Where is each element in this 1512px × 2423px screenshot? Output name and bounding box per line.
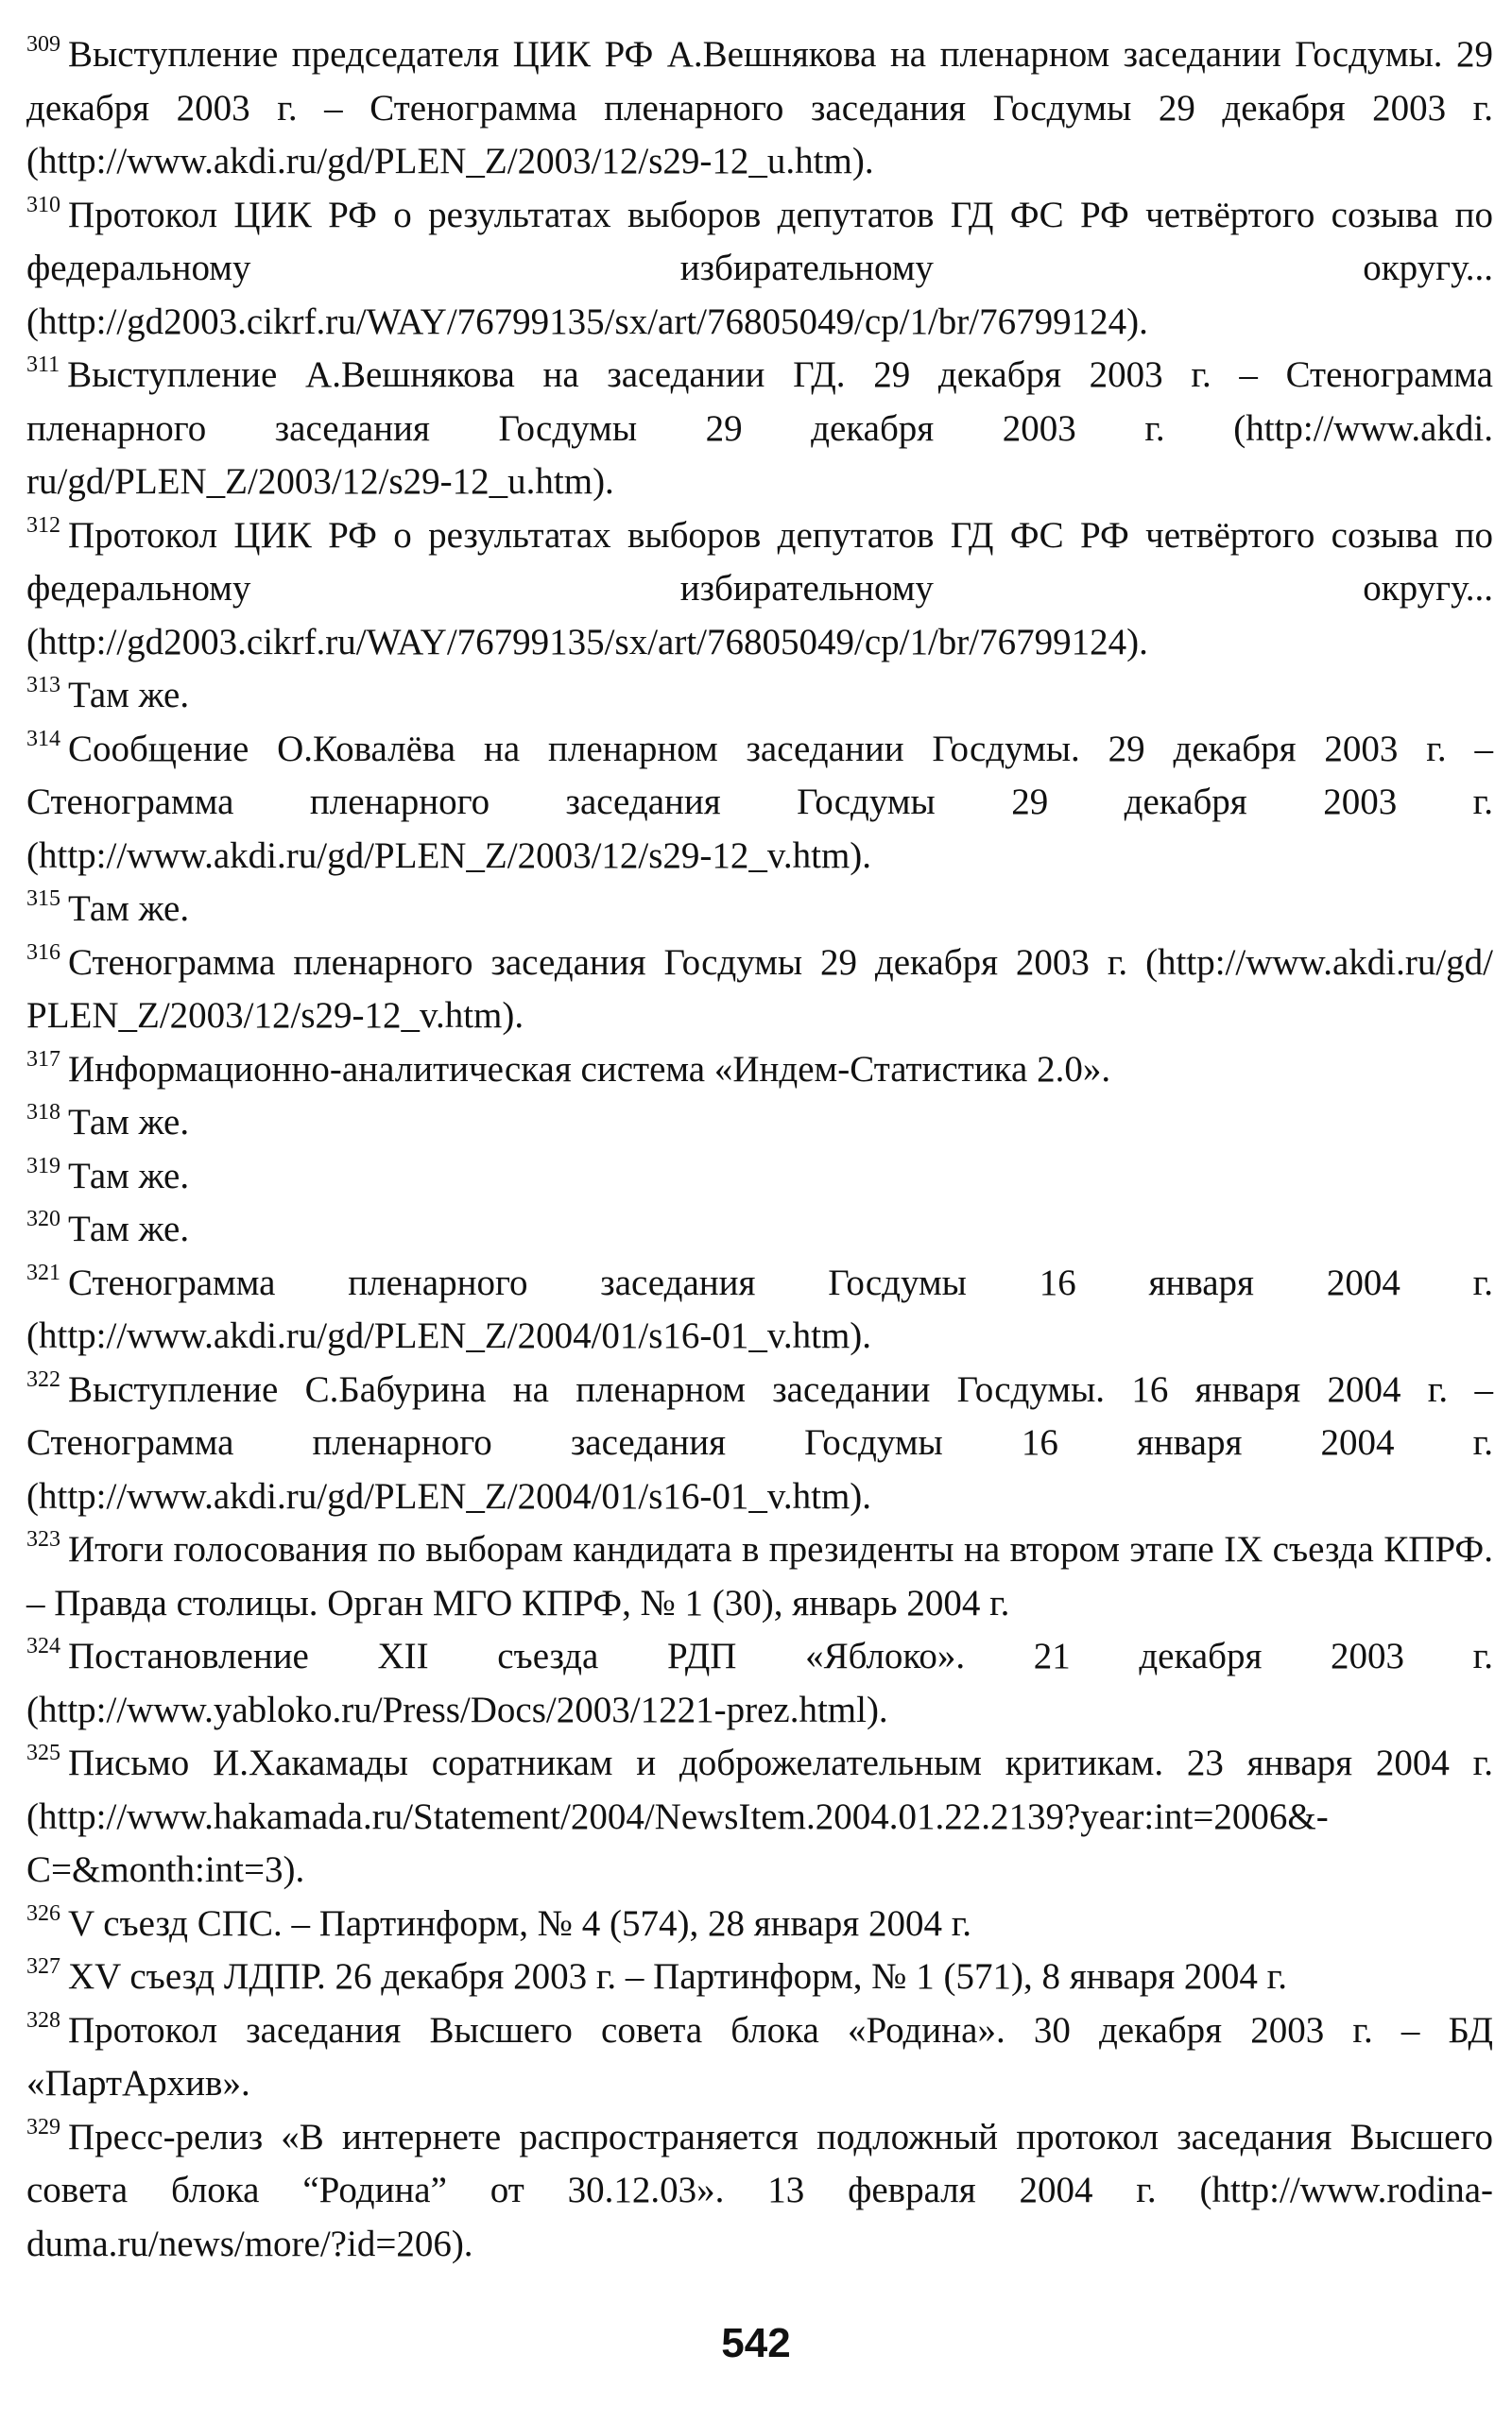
footnote-text: Там же. (68, 888, 190, 929)
footnote-number: 327 (26, 1954, 60, 1979)
footnote-number: 318 (26, 1100, 60, 1125)
footnote-321 (26, 1257, 1493, 1364)
footnote-text: Там же. (68, 1209, 190, 1249)
footnote-311 (26, 349, 1493, 509)
footnote-320 (26, 1203, 1493, 1257)
footnote-309 (26, 28, 1493, 189)
footnote-number: 309 (26, 32, 60, 57)
footnote-313 (26, 669, 1493, 723)
footnote-318 (26, 1096, 1493, 1150)
footnote-number: 319 (26, 1153, 60, 1178)
footnote-text: Стенограмма пленарного заседания Госдумы 16 января 2004 г. (http://www.akdi.ru/gd/PLEN_Z/2004/01/s16-01_v.htm). (26, 1262, 1493, 1356)
footnote-text: Выступление председателя ЦИК РФ А.Вешнякова на пленарном заседании Госдумы. 29 декабря 2003 г. – Стенограмма пленарного заседания Госдумы 29 декабря 2003 г. (http://www.akdi.ru/gd/PLEN_Z/2003/12/s29-12_u.htm). (26, 34, 1493, 181)
footnote-text: Стенограмма пленарного заседания Госдумы 29 декабря 2003 г. (http://www.akdi.ru/gd/ PLEN_Z/2003/12/s29-12_v.htm). (26, 941, 1493, 1036)
footnote-number: 321 (26, 1260, 60, 1285)
footnote-text: Выступление А.Вешнякова на заседании ГД. 29 декабря 2003 г. – Стенограмма пленарного заседания Госдумы 29 декабря 2003 г. (http://www.akdi. ru/gd/PLEN_Z/2003/12/s29-12_u.htm). (26, 354, 1493, 502)
footnote-325 (26, 1737, 1493, 1898)
footnote-number: 329 (26, 2114, 60, 2139)
footnote-314 (26, 723, 1493, 884)
footnote-310 (26, 189, 1493, 350)
footnote-number: 320 (26, 1207, 60, 1231)
footnote-text: Протокол ЦИК РФ о результатах выборов депутатов ГД ФС РФ четвёртого созыва по федеральному избирательному округу... (http://gd2003.cikrf.ru/WAY/76799135/sx/art/76805049/cp/1/br/76799124). (26, 514, 1493, 662)
footnote-text: XV съезд ЛДПР. 26 декабря 2003 г. – Партинформ, № 1 (571), 8 января 2004 г. (68, 1956, 1288, 1997)
footnote-text: Протокол ЦИК РФ о результатах выборов депутатов ГД ФС РФ четвёртого созыва по федеральному избирательному округу... (http://gd2003.cikrf.ru/WAY/76799135/sx/art/76805049/cp/1/br/76799124). (26, 194, 1493, 342)
footnote-text: Пресс-релиз «В интернете распространяется подложный протокол заседания Высшего совета блока “Родина” от 30.12.03». 13 февраля 2004 г. (http://www.rodina-duma.ru/news/more/?id=206). (26, 2116, 1493, 2264)
footnote-number: 317 (26, 1046, 60, 1072)
footnote-number: 316 (26, 939, 60, 965)
footnote-text: Выступление С.Бабурина на пленарном заседании Госдумы. 16 января 2004 г. – Стенограмма пленарного заседания Госдумы 16 января 2004 г. (http://www.akdi.ru/gd/PLEN_Z/2004/01/s16-01_v.htm). (26, 1368, 1493, 1517)
footnote-text: V съезд СПС. – Партинформ, № 4 (574), 28 января 2004 г. (68, 1902, 972, 1944)
footnote-number: 311 (26, 352, 60, 377)
footnote-315 (26, 883, 1493, 937)
footnote-number: 324 (26, 1634, 60, 1658)
footnote-319 (26, 1150, 1493, 1204)
footnote-329 (26, 2111, 1493, 2272)
footnote-328 (26, 2004, 1493, 2111)
footnote-text: Там же. (68, 1102, 190, 1143)
footnote-327 (26, 1950, 1493, 2004)
footnote-number: 315 (26, 886, 60, 911)
footnote-number: 323 (26, 1527, 60, 1552)
footnote-text: Информационно-аналитическая система «Индем-Статистика 2.0». (68, 1048, 1111, 1090)
footnote-text: Постановление XII съезда РДП «Яблоко». 21 декабря 2003 г. (http://www.yabloko.ru/Press/Docs/2003/1221-prez.html). (26, 1636, 1493, 1730)
footnote-text: Там же. (68, 675, 190, 715)
footnote-316 (26, 937, 1493, 1043)
footnote-322 (26, 1364, 1493, 1524)
footnote-number: 326 (26, 1900, 60, 1926)
footnote-317 (26, 1043, 1493, 1097)
footnote-323 (26, 1523, 1493, 1630)
footnote-text: Сообщение О.Ковалёва на пленарном заседании Госдумы. 29 декабря 2003 г. – Стенограмма пленарного заседания Госдумы 29 декабря 2003 г. (http://www.akdi.ru/gd/PLEN_Z/2003/12/s29-12_v.htm). (26, 728, 1493, 876)
footnote-number: 313 (26, 673, 60, 697)
footnote-text: Там же. (68, 1155, 190, 1196)
page-number: 542 (721, 2320, 791, 2366)
footnote-312 (26, 509, 1493, 670)
footnote-text: Протокол заседания Высшего совета блока «Родина». 30 декабря 2003 г. – БД «ПартАрхив». (26, 2009, 1493, 2104)
footnote-324 (26, 1630, 1493, 1737)
footnote-number: 310 (26, 192, 60, 217)
footnotes-list (26, 28, 1493, 2271)
footnote-number: 314 (26, 726, 60, 751)
footnote-326 (26, 1898, 1493, 1951)
footnote-number: 325 (26, 1741, 60, 1765)
footnote-text: Письмо И.Хакамады соратникам и доброжелательным критикам. 23 января 2004 г. (http://www.hakamada.ru/Statement/2004/NewsItem.2004.01.22.2139?year:int=2006&-C=&month:int=3). (26, 1743, 1493, 1890)
footnote-number: 328 (26, 2007, 60, 2033)
footnote-text: Итоги голосования по выборам кандидата в президенты на втором этапе IX съезда КПРФ. – Правда столицы. Орган МГО КПРФ, № 1 (30), январь 2004 г. (26, 1529, 1493, 1624)
footnote-number: 322 (26, 1366, 60, 1392)
footnote-number: 312 (26, 512, 60, 538)
